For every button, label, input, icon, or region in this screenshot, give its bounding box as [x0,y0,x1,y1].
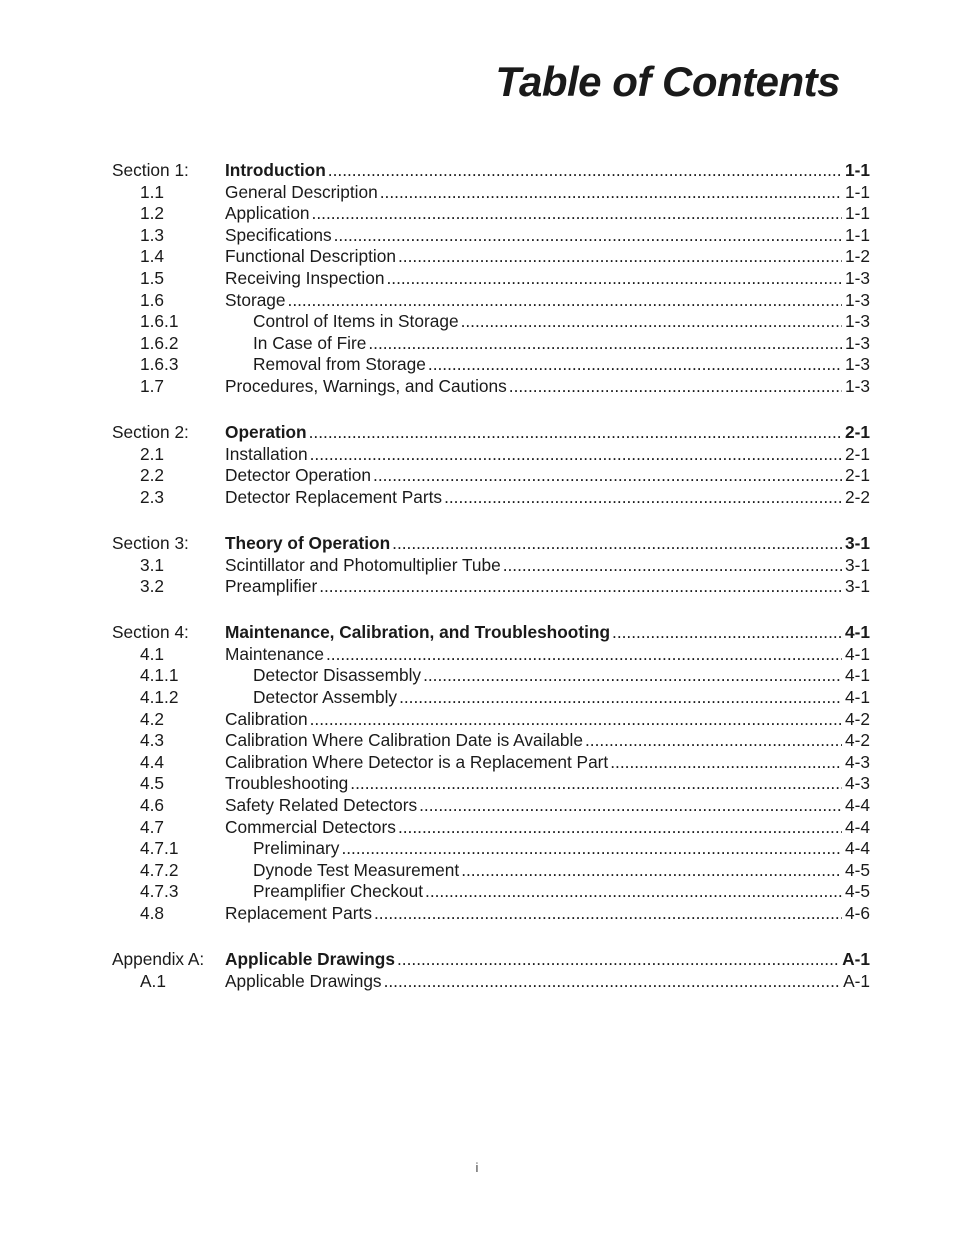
toc-entry[interactable] [112,225,870,247]
dot-leader [461,860,842,882]
toc-entry-title: Commercial Detectors [225,816,396,837]
toc-entry-page: 4-1 [845,665,870,686]
toc-entry-page: 4-5 [845,881,870,902]
toc-entry-page: 2-2 [845,486,870,507]
toc-entry-number: 4.7 [140,816,165,837]
toc-entry-title: Detector Replacement Parts [225,486,443,507]
dot-leader [328,160,842,182]
toc-entry-page: 1-3 [845,332,870,353]
toc-entry-number: Section 3: [112,532,189,553]
toc-entry-title: Detector Disassembly [253,665,422,686]
toc-entry-page: 1-3 [845,375,870,396]
toc-entry-number: 4.6 [140,794,165,815]
toc-entry[interactable] [112,555,870,577]
table-of-contents [112,160,870,1017]
toc-entry-number: 1.6.1 [140,311,179,332]
toc-entry[interactable] [112,730,870,752]
toc-entry[interactable] [112,268,870,290]
toc-entry-title: Storage [225,289,286,310]
toc-entry-page: 4-1 [845,622,870,643]
toc-entry-number: Section 2: [112,422,189,443]
toc-entry-title: Scintillator and Photomultiplier Tube [225,554,501,575]
toc-entry[interactable] [112,182,870,204]
toc-entry-number: 1.5 [140,267,165,288]
toc-entry[interactable] [112,487,870,509]
toc-entry-title: Application [225,203,310,224]
toc-entry[interactable] [112,203,870,225]
toc-entry-title: Installation [225,443,308,464]
toc-entry-page: 2-1 [845,465,870,486]
dot-leader [612,622,842,644]
toc-section-heading[interactable] [112,422,870,444]
toc-entry-title: Dynode Test Measurement [253,859,460,880]
toc-entry-number: A.1 [140,970,166,991]
toc-entry[interactable] [112,687,870,709]
toc-entry[interactable] [112,838,870,860]
toc-entry[interactable] [112,644,870,666]
toc-entry-title: Removal from Storage [253,354,426,375]
toc-entry-page: 4-2 [845,730,870,751]
dot-leader [509,376,842,398]
toc-entry-page: 1-3 [845,267,870,288]
dot-leader [444,487,842,509]
toc-entry-title: General Description [225,181,378,202]
dot-leader [386,268,842,290]
toc-entry-number: 4.1.1 [140,665,179,686]
toc-entry-number: 1.6.3 [140,354,179,375]
toc-entry-title: Calibration [225,708,308,729]
dot-leader [368,333,842,355]
dot-leader [312,203,842,225]
toc-entry[interactable] [112,311,870,333]
dot-leader [503,555,842,577]
dot-leader [350,773,842,795]
toc-entry-number: 1.4 [140,246,165,267]
dot-leader [428,354,842,376]
toc-entry-page: 4-2 [845,708,870,729]
dot-leader [398,246,842,268]
toc-entry[interactable] [112,576,870,598]
toc-entry-title: Control of Items in Storage [253,311,459,332]
dot-leader [334,225,842,247]
toc-entry[interactable] [112,290,870,312]
toc-entry-page: 4-6 [845,902,870,923]
toc-entry-page: 2-1 [845,443,870,464]
toc-entry-page: 1-1 [845,181,870,202]
toc-entry-number: 4.1 [140,643,165,664]
toc-entry-number: 1.6.2 [140,332,179,353]
page-title: Table of Contents [495,58,840,105]
toc-entry-number: 1.7 [140,375,165,396]
toc-entry-title: Receiving Inspection [225,267,385,288]
toc-entry-page: 4-4 [845,794,870,815]
toc-entry-number: 1.6 [140,289,165,310]
dot-leader [380,182,842,204]
dot-leader [326,644,842,666]
toc-entry-title: Procedures, Warnings, and Cautions [225,375,507,396]
toc-entry-title: In Case of Fire [253,332,367,353]
dot-leader [397,949,839,971]
toc-entry-title: Detector Operation [225,465,372,486]
toc-entry-page: 3-1 [845,576,870,597]
toc-entry-page: 1-3 [845,289,870,310]
dot-leader [341,838,842,860]
toc-entry-page: 4-3 [845,773,870,794]
toc-entry-page: 4-5 [845,859,870,880]
toc-entry[interactable] [112,376,870,398]
dot-leader [310,444,842,466]
toc-section-heading[interactable] [112,533,870,555]
toc-entry-title: Applicable Drawings [225,970,382,991]
toc-entry-page: 3-1 [845,532,870,553]
toc-entry[interactable] [112,971,870,993]
dot-leader [374,903,842,925]
dot-leader [461,311,842,333]
toc-entry-number: 2.3 [140,486,165,507]
toc-entry-page: A-1 [842,949,870,969]
toc-entry-title: Functional Description [225,246,396,267]
toc-entry[interactable] [112,752,870,774]
toc-section [112,949,870,992]
toc-entry-title: Specifications [225,224,332,245]
toc-entry-number: 3.2 [140,576,165,597]
toc-entry-page: 4-4 [845,838,870,859]
toc-entry-number: 4.7.1 [140,838,179,859]
toc-entry-number: 2.2 [140,465,165,486]
toc-entry-title: Theory of Operation [225,532,391,553]
dot-leader [423,665,842,687]
dot-leader [373,465,842,487]
toc-entry[interactable] [112,354,870,376]
toc-entry-number: 4.7.2 [140,859,179,880]
toc-entry[interactable] [112,773,870,795]
toc-entry-title: Preliminary [253,838,340,859]
toc-entry[interactable] [112,709,870,731]
toc-section-heading[interactable] [112,949,870,971]
toc-entry-page: 4-4 [845,816,870,837]
toc-section-heading[interactable] [112,160,870,182]
toc-entry-page: 1-3 [845,311,870,332]
toc-entry-number: Section 1: [112,160,189,180]
toc-entry-title: Operation [225,422,307,443]
toc-entry-title: Calibration Where Calibration Date is Available [225,730,583,751]
toc-entry[interactable] [112,333,870,355]
toc-entry-title: Replacement Parts [225,902,372,923]
toc-section [112,622,870,924]
toc-entry-page: 4-3 [845,751,870,772]
toc-entry-title: Preamplifier [225,576,318,597]
dot-leader [610,752,842,774]
toc-entry-number: 4.8 [140,902,165,923]
toc-section-heading[interactable] [112,622,870,644]
toc-entry-number: 4.5 [140,773,165,794]
page-number: i [475,1160,479,1175]
dot-leader [399,687,842,709]
toc-entry-number: 2.1 [140,443,165,464]
toc-entry-page: 3-1 [845,554,870,575]
toc-entry-title: Applicable Drawings [225,949,395,969]
toc-entry-page: 1-1 [845,203,870,224]
dot-leader [398,817,842,839]
toc-entry-title: Introduction [225,160,326,180]
toc-entry-number: 4.3 [140,730,165,751]
toc-entry-title: Maintenance, Calibration, and Troubleshooting [225,622,611,643]
toc-section [112,160,870,398]
toc-entry-title: Calibration Where Detector is a Replacement Part [225,751,609,772]
toc-entry[interactable] [112,903,870,925]
toc-entry-number: 4.1.2 [140,686,179,707]
toc-entry[interactable] [112,246,870,268]
toc-entry-title: Maintenance [225,643,324,664]
toc-entry[interactable] [112,860,870,882]
toc-entry-page: 4-1 [845,686,870,707]
toc-entry[interactable] [112,465,870,487]
toc-entry-page: 1-2 [845,246,870,267]
toc-entry-page: 1-1 [845,160,870,180]
toc-entry-title: Preamplifier Checkout [253,881,424,902]
toc-entry-title: Troubleshooting [225,773,349,794]
toc-entry-number: Section 4: [112,622,189,643]
toc-entry-number: 1.3 [140,224,165,245]
toc-entry[interactable] [112,665,870,687]
dot-leader [288,290,842,312]
dot-leader [392,533,842,555]
toc-entry-title: Detector Assembly [253,686,398,707]
toc-entry-number: 4.4 [140,751,165,772]
dot-leader [309,422,842,444]
toc-entry-page: A-1 [843,970,870,991]
dot-leader [310,709,842,731]
toc-entry-page: 1-1 [845,224,870,245]
toc-entry[interactable] [112,444,870,466]
toc-entry-number: 4.2 [140,708,165,729]
dot-leader [585,730,842,752]
dot-leader [425,881,842,903]
toc-section [112,533,870,598]
toc-entry[interactable] [112,817,870,839]
dot-leader [319,576,842,598]
toc-entry-number: 3.1 [140,554,165,575]
toc-entry-page: 1-3 [845,354,870,375]
toc-entry[interactable] [112,795,870,817]
toc-entry-title: Safety Related Detectors [225,794,418,815]
toc-entry-number: 1.1 [140,181,165,202]
toc-section [112,422,870,508]
toc-entry-number: 1.2 [140,203,165,224]
toc-entry-page: 4-1 [845,643,870,664]
toc-entry[interactable] [112,881,870,903]
toc-entry-page: 2-1 [845,422,870,443]
dot-leader [384,971,841,993]
toc-entry-number: Appendix A: [112,949,205,969]
dot-leader [419,795,842,817]
toc-entry-number: 4.7.3 [140,881,179,902]
